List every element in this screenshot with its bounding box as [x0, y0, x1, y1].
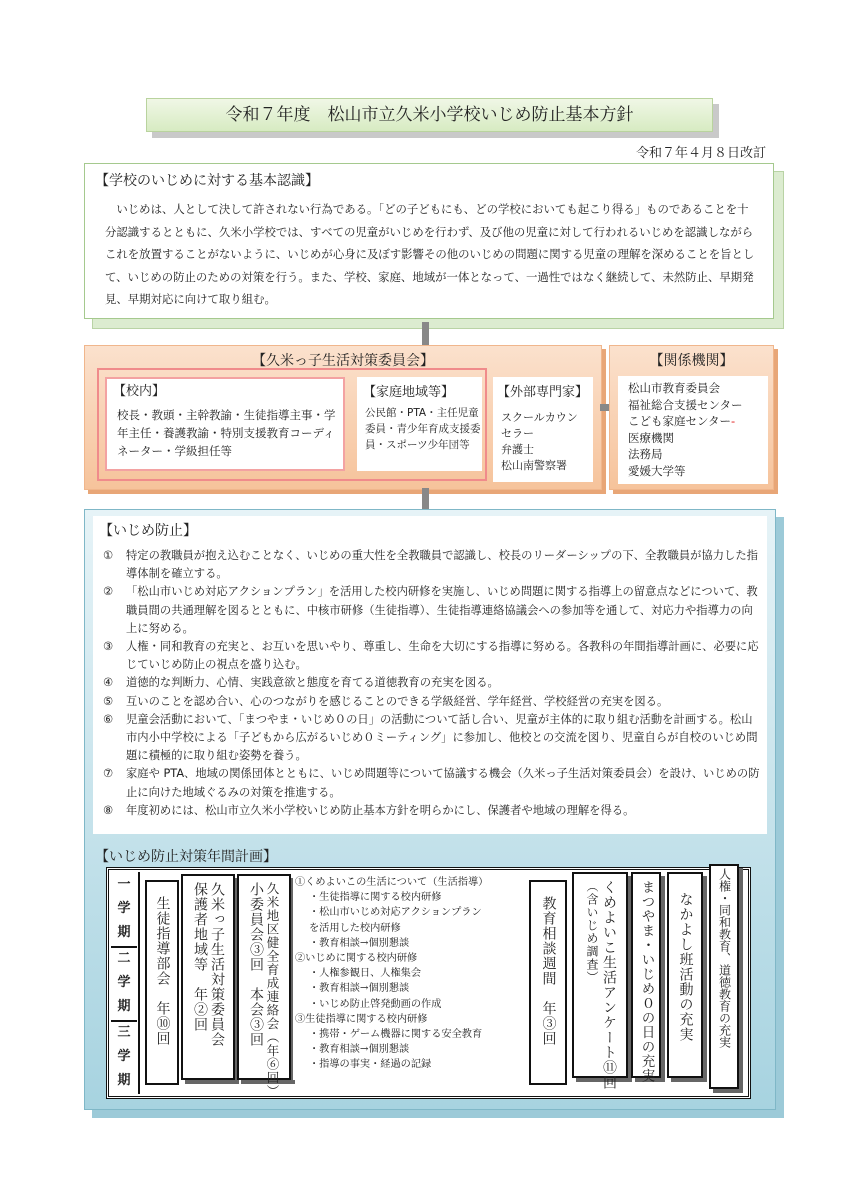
plan-bullying-zero-day: まつやま・いじめ０の日の充実 [631, 872, 661, 1078]
plan-training-line: を活用した校内研修 [309, 922, 401, 934]
term-1-label: 一 学 期 [111, 872, 137, 948]
related-orgs-box [609, 345, 774, 490]
related-org-item: 法務局 [628, 447, 663, 462]
related-org-item: 愛媛大学等 [628, 463, 686, 478]
plan-training-line: ・教育相談→個別懇談 [309, 983, 410, 995]
item-number: ⑤ [103, 694, 114, 708]
plan-training-line: ・教育相談→個別懇談 [309, 1044, 410, 1056]
plan-training-line: ・松山市いじめ対応アクションプラン [309, 907, 482, 919]
item-number: ② [103, 585, 114, 599]
school-members-text: 校長・教頭・主幹教諭・生徒指導主事・学年主任・養護教諭・特別支援教育コーディネーター・学級担任等 [117, 408, 336, 458]
item-text: 「松山市いじめ対応アクションプラン」を活用した校内研修を実施し、いじめ問題に関する指導上の留意点などについて、教職員間の共通理解を図るとともに、中核市研修（生徒指導）、生徒指導連絡協議会への参加等を通して、対応力や指導力の向上に努める。 [126, 585, 758, 635]
prevention-heading: 【いじめ防止】 [99, 523, 197, 539]
prevention-item [103, 693, 763, 711]
page-title: 令和７年度 松山市立久米小学校いじめ防止基本方針 [146, 98, 713, 132]
plan-training-line: ②いじめに関する校内研修 [295, 953, 418, 965]
basic-recognition-heading: 【学校のいじめに対する基本認識】 [95, 173, 319, 189]
external-experts-list [501, 410, 578, 474]
item-number: ⑦ [103, 767, 114, 781]
plan-counseling-week: 教育相談週間 年③回 [529, 880, 567, 1085]
external-expert-line: 弁護士 [501, 443, 534, 456]
external-expert-line: セラー [501, 427, 534, 440]
plan-training-line: ・人権参観日、人権集会 [309, 968, 422, 980]
committee-box [84, 345, 602, 490]
connector-line [422, 488, 429, 510]
related-org-item: 福祉総合支援センター [628, 397, 743, 412]
prevention-list [103, 547, 763, 820]
plan-training-line: ・携帯・ゲーム機器に関する安全教育 [309, 1029, 483, 1041]
plan-group-activities: なかよし班活動の充実 [667, 872, 703, 1078]
related-orgs-heading: 【関係機関】 [649, 353, 734, 369]
prevention-item [103, 638, 763, 674]
committee-heading: 【久米っ子生活対策委員会】 [252, 353, 434, 369]
item-text: 年度初めには、松山市立久米小学校いじめ防止基本方針を明らかにし、保護者や地域の理解を得る。 [126, 803, 635, 817]
basic-recognition-text: いじめは、人として決して許されない行為である。「どの子どもにも、どの学校においても起こり得る」ものであることを十分認識するとともに、久米小学校では、すべての児童がいじめを行わず、及び他の児童に対して行われるいじめを認識しながらこれを放置することがないように、いじめが心身に及ぼす影響その他のいじめの問題に関する児童の理解を深めることを旨として、いじめの防止のための対策を行う。また、学校、家庭、地域が一体となって、一過性ではなく継続して、未然防止、早期発見、早期対応に向けて取り組む。 [105, 202, 755, 306]
plan-training-line: ・指導の事実・経過の記録 [309, 1059, 432, 1071]
plan-district-council: 久米地区健全育成連絡会（年⑥回） 小委員会③回 本会③回 [237, 874, 291, 1080]
prevention-item [103, 674, 763, 692]
term-3-label: 三 学 期 [117, 1025, 131, 1088]
plan-training-line: ・いじめ防止啓発動画の作成 [309, 998, 442, 1010]
item-text: 道徳的な判断力、心情、実践意欲と態度を育てる道徳教育の充実を図る。 [126, 676, 499, 690]
plan-guidance-meeting: 生徒指導部会 年⑩回 [145, 880, 179, 1085]
item-number: ④ [103, 676, 114, 690]
plan-life-survey: くめよいこ生活アンケート⑪回 （含いじめ調査） [572, 872, 628, 1078]
prevention-item [103, 802, 763, 820]
annual-plan-table [106, 867, 751, 1099]
home-community-heading: 【家庭地域等】 [363, 385, 455, 400]
item-text: 互いのことを認め合い、心のつながりを感じることのできる学級経営、学年経営、学校経営の充実を図る。 [126, 694, 669, 708]
external-experts-box [493, 377, 593, 482]
annual-plan-heading: 【いじめ防止対策年間計画】 [95, 849, 277, 865]
prevention-box [93, 516, 767, 834]
home-community-box [357, 377, 482, 471]
item-text: 人権・同和教育の充実と、お互いを思いやり、尊重し、生命を大切にする指導に努める。各教科の年間指導計画に、必要に応じていじめ防止の視点を盛り込む。 [126, 640, 759, 672]
term-2-label: 二 学 期 [111, 946, 137, 1022]
item-number: ⑥ [103, 712, 114, 726]
plan-committee-meeting: 久米っ子生活対策委員会 保護者地域等 年②回 [181, 874, 235, 1080]
related-org-item: 松山市教育委員会 [628, 381, 720, 395]
item-number: ⑧ [103, 803, 114, 817]
prevention-section [84, 509, 776, 1110]
item-number: ① [103, 549, 114, 562]
related-org-item: 医療機関 [628, 430, 674, 445]
prevention-item [103, 547, 763, 583]
plan-human-rights-education: 人権・同和教育、道徳教育の充実 [709, 864, 739, 1089]
basic-recognition-box [84, 163, 774, 319]
item-number: ③ [103, 640, 114, 654]
plan-training-line: ③生徒指導に関する校内研修 [295, 1013, 428, 1025]
connector-line [422, 322, 429, 346]
plan-training-line: ・教育相談→個別懇談 [309, 937, 410, 949]
item-text: 児童会活動において、「まつやま・いじめ０の日」の活動について話し合い、児童が主体的に取り組む活動を計画する。松山市内小中学校による「子どもから広がるいじめ０ミーティング」に参加し、他校との交流を図り、児童自らが自校のいじめ問題に積極的に取り組む姿勢を養う。 [126, 712, 758, 763]
external-expert-line: 松山南警察署 [501, 459, 567, 472]
revision-date: 令和７年４月８日改訂 [635, 146, 766, 161]
prevention-item [103, 765, 763, 801]
item-text: 家庭や PTA、地域の関係団体とともに、いじめ問題等について協議する機会（久米っ子生活対策委員会）を設け、いじめの防止に向けた地域ぐるみの対策を推進する。 [126, 767, 760, 799]
prevention-item [103, 583, 763, 638]
related-orgs-list [618, 376, 768, 484]
plan-training-line: ・生徒指導に関する校内研修 [309, 892, 442, 904]
prevention-item [103, 711, 763, 766]
term-column [111, 872, 137, 1093]
school-members-box [105, 377, 345, 471]
external-expert-line: スクールカウン [501, 411, 578, 424]
item-text: 特定の教職員が抱え込むことなく、いじめの重大性を全教職員で認識し、校長のリーダーシップの下、全教職員が協力した指導体制を確立する。 [126, 549, 758, 581]
plan-training-list [293, 872, 525, 1080]
external-experts-heading: 【外部専門家】 [497, 385, 589, 400]
plan-training-line: ①くめよいこの生活について（生活指導） [295, 877, 489, 888]
term-divider [138, 872, 140, 1094]
red-dash-mark: - [731, 414, 736, 429]
school-members-heading: 【校内】 [113, 384, 166, 399]
related-org-item: こども家庭センター- [628, 414, 736, 429]
home-community-text: 公民館・PTA・主任児童委員・青少年育成支援委員・スポーツ少年団等 [365, 407, 481, 451]
